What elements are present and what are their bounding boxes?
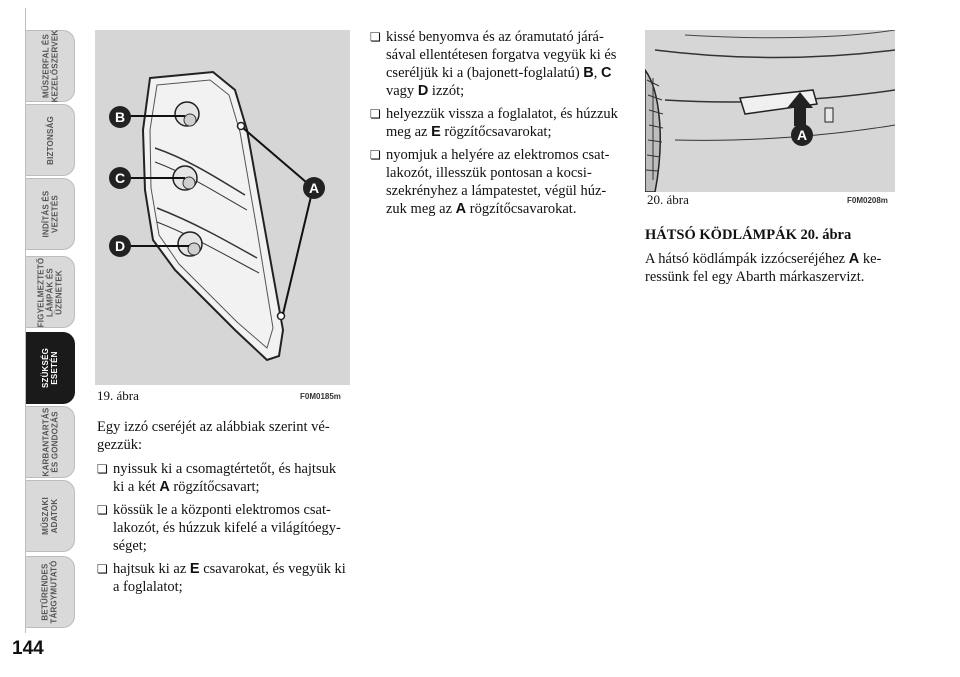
tab-szukseg-eseten[interactable] xyxy=(26,332,75,404)
intro-text: Egy izzó cseréjét az alábbiak szerint vé-gezzük: xyxy=(97,419,330,453)
separator: , xyxy=(593,65,598,81)
tab-muszerfal[interactable] xyxy=(26,30,75,102)
ref-letter: A xyxy=(455,201,467,217)
figure-20-code: F0M0208m xyxy=(847,196,888,205)
column-2 xyxy=(370,28,623,223)
ref-letter: A xyxy=(848,251,860,267)
callout-b: B xyxy=(109,106,131,128)
step-4 xyxy=(370,28,623,100)
figure-19-caption: 19. ábra xyxy=(97,388,139,403)
step-text-end: csavarokat, és vegyük ki a foglalatot; xyxy=(113,561,346,595)
tab-label: BIZTONSÁG xyxy=(45,115,55,165)
chapter-sidebar xyxy=(0,0,80,640)
tab-label: BETŰRENDES TÁRGYMUTATÓ xyxy=(41,560,60,624)
ref-letter: A xyxy=(159,479,170,495)
tab-inditas[interactable] xyxy=(26,178,75,250)
ref-letter: E xyxy=(189,561,200,577)
step-6 xyxy=(370,146,623,218)
section-text-start: A hátsó ködlámpák izzócseréjéhez xyxy=(645,251,846,267)
step-text: nyissuk ki a csomagtértetőt, és hajtsuk ki a két xyxy=(113,461,337,495)
tab-label: KARBANTARTÁS ÉS GONDOZÁS xyxy=(41,407,60,477)
ref-letter: E xyxy=(431,124,441,140)
callout-c: C xyxy=(109,167,131,189)
ref-letter-d: D xyxy=(417,83,429,99)
tab-label: FIGYELMEZTETŐ LÁMPÁK ÉS ÜZENETEK xyxy=(36,257,64,327)
step-text-end: rögzítőcsavarokat. xyxy=(469,201,577,217)
step-5 xyxy=(370,105,623,141)
section-text-end: ke-ressünk fel egy Abarth márkaszervizt. xyxy=(645,251,882,285)
step-text: hajtsuk ki az xyxy=(113,561,187,577)
step-text-mid: vagy xyxy=(386,83,415,99)
column-3 xyxy=(645,226,897,292)
tab-label: MŰSZAKI ADATOK xyxy=(41,497,59,535)
step-text-end: izzót; xyxy=(431,83,465,99)
tab-label: SZÜKSÉG ESETÉN xyxy=(41,347,59,389)
figure-19-tail-lamp xyxy=(95,30,350,385)
step-text-end: rögzítőcsavarokat; xyxy=(444,124,552,140)
figure-19-code: F0M0185m xyxy=(300,392,341,401)
ref-letter-c: C xyxy=(601,65,612,81)
tab-karbantartas[interactable] xyxy=(26,406,75,478)
step-text: nyomjuk a helyére az elektromos csat-lakozót, illesszük pontosan a kocsi-szekrényhez a lámpatestet, végül húz-zuk meg az xyxy=(386,147,610,217)
step-text: helyezzük vissza a foglalatot, és húzzuk meg az xyxy=(386,106,618,140)
section-heading: HÁTSÓ KÖDLÁMPÁK 20. ábra xyxy=(645,227,852,243)
tab-muszaki-adatok[interactable] xyxy=(26,480,75,552)
step-text-end: rögzítőcsavart; xyxy=(173,479,260,495)
callout-d: D xyxy=(109,235,131,257)
tail-lamp-drawing xyxy=(95,30,350,385)
ref-letter-b: B xyxy=(583,65,594,81)
page-number: 144 xyxy=(12,638,44,659)
step-1 xyxy=(97,460,350,496)
tab-figyelmezteto[interactable] xyxy=(26,256,75,328)
column-1 xyxy=(97,418,350,601)
tab-biztonsag[interactable] xyxy=(26,104,75,176)
callout-a: A xyxy=(303,177,325,199)
step-text: kössük le a központi elektromos csat-lakozót, és húzzuk kifelé a világítóegy-séget; xyxy=(113,502,341,554)
step-3 xyxy=(97,560,350,596)
rear-bumper-drawing xyxy=(645,30,895,192)
figure-20-rear-fog-lamp xyxy=(645,30,895,192)
callout-a: A xyxy=(791,124,813,146)
section-text xyxy=(645,250,897,286)
step-2 xyxy=(97,501,350,555)
tab-label: MŰSZERFAL ÉS KEZELŐSZERVEK xyxy=(41,29,59,103)
step-text: kissé benyomva és az óramutató járá-sával ellentétesen forgatva vegyük ki és cseréljük ki a (bajonett-foglalatú) xyxy=(386,29,617,81)
tab-targymutato[interactable] xyxy=(26,556,75,628)
figure-20-caption: 20. ábra xyxy=(647,192,689,207)
tab-label: INDÍTÁS ÉS VEZETÉS xyxy=(41,190,59,238)
